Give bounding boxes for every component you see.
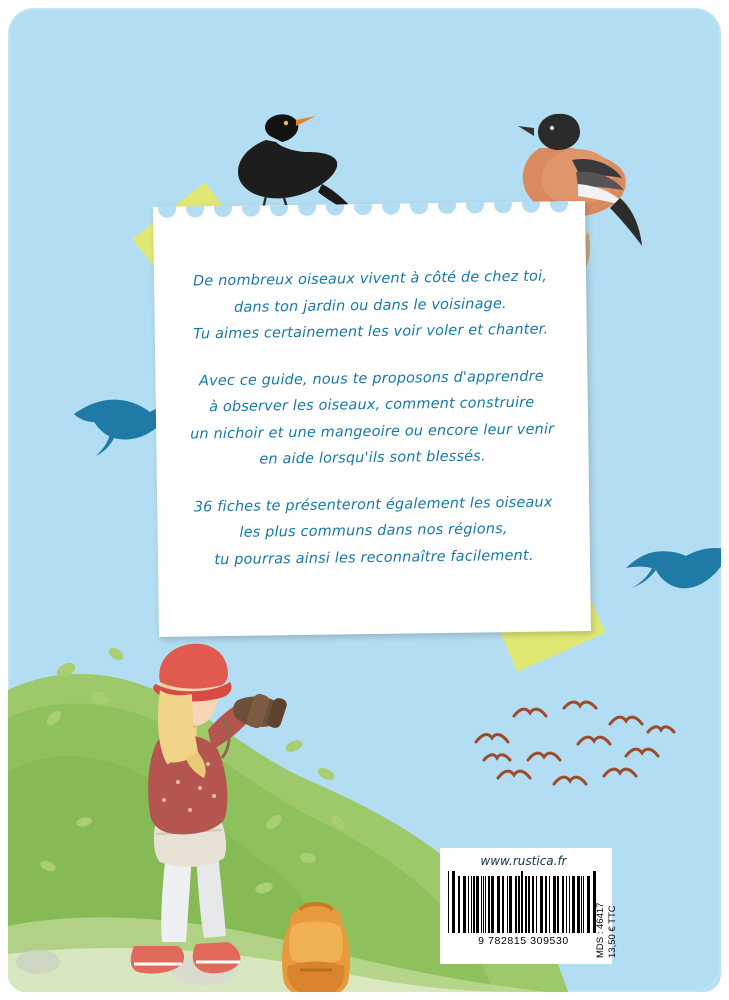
bird-flock-illustration (468, 698, 678, 808)
note-text-block (174, 263, 570, 573)
backpack-illustration (270, 900, 362, 992)
barcode-side-info (595, 848, 618, 964)
book-back-cover (8, 8, 721, 992)
publisher-website[interactable]: www.rustica.fr (480, 854, 567, 868)
mds-code: MDS : 46417 (595, 902, 606, 958)
note-paragraph-3: 36 fiches te présenteront également les oiseaux les plus communs dans nos régions, tu pourras ainsi les reconnaître facilement. (193, 493, 553, 568)
note-paper (153, 201, 591, 637)
note-paragraph-2: Avec ce guide, nous te proposons d'apprendre à observer les oiseaux, comment construire un nichoir et une mangeoire ou encore leur venir en aide lorsqu'ils sont blessés. (190, 368, 555, 468)
price-label: 13,50 € TTC (607, 905, 618, 958)
barcode-bars (448, 871, 599, 933)
barcode-block (440, 848, 618, 964)
barcode-main (440, 848, 605, 964)
isbn-number: 9 782815 309530 (478, 935, 569, 947)
note-paragraph-1: De nombreux oiseaux vivent à côté de chez toi, dans ton jardin ou dans le voisinage. Tu aimes certainement les voir voler et chanter. (192, 268, 549, 343)
flying-bird-right-illustration (624, 528, 721, 608)
